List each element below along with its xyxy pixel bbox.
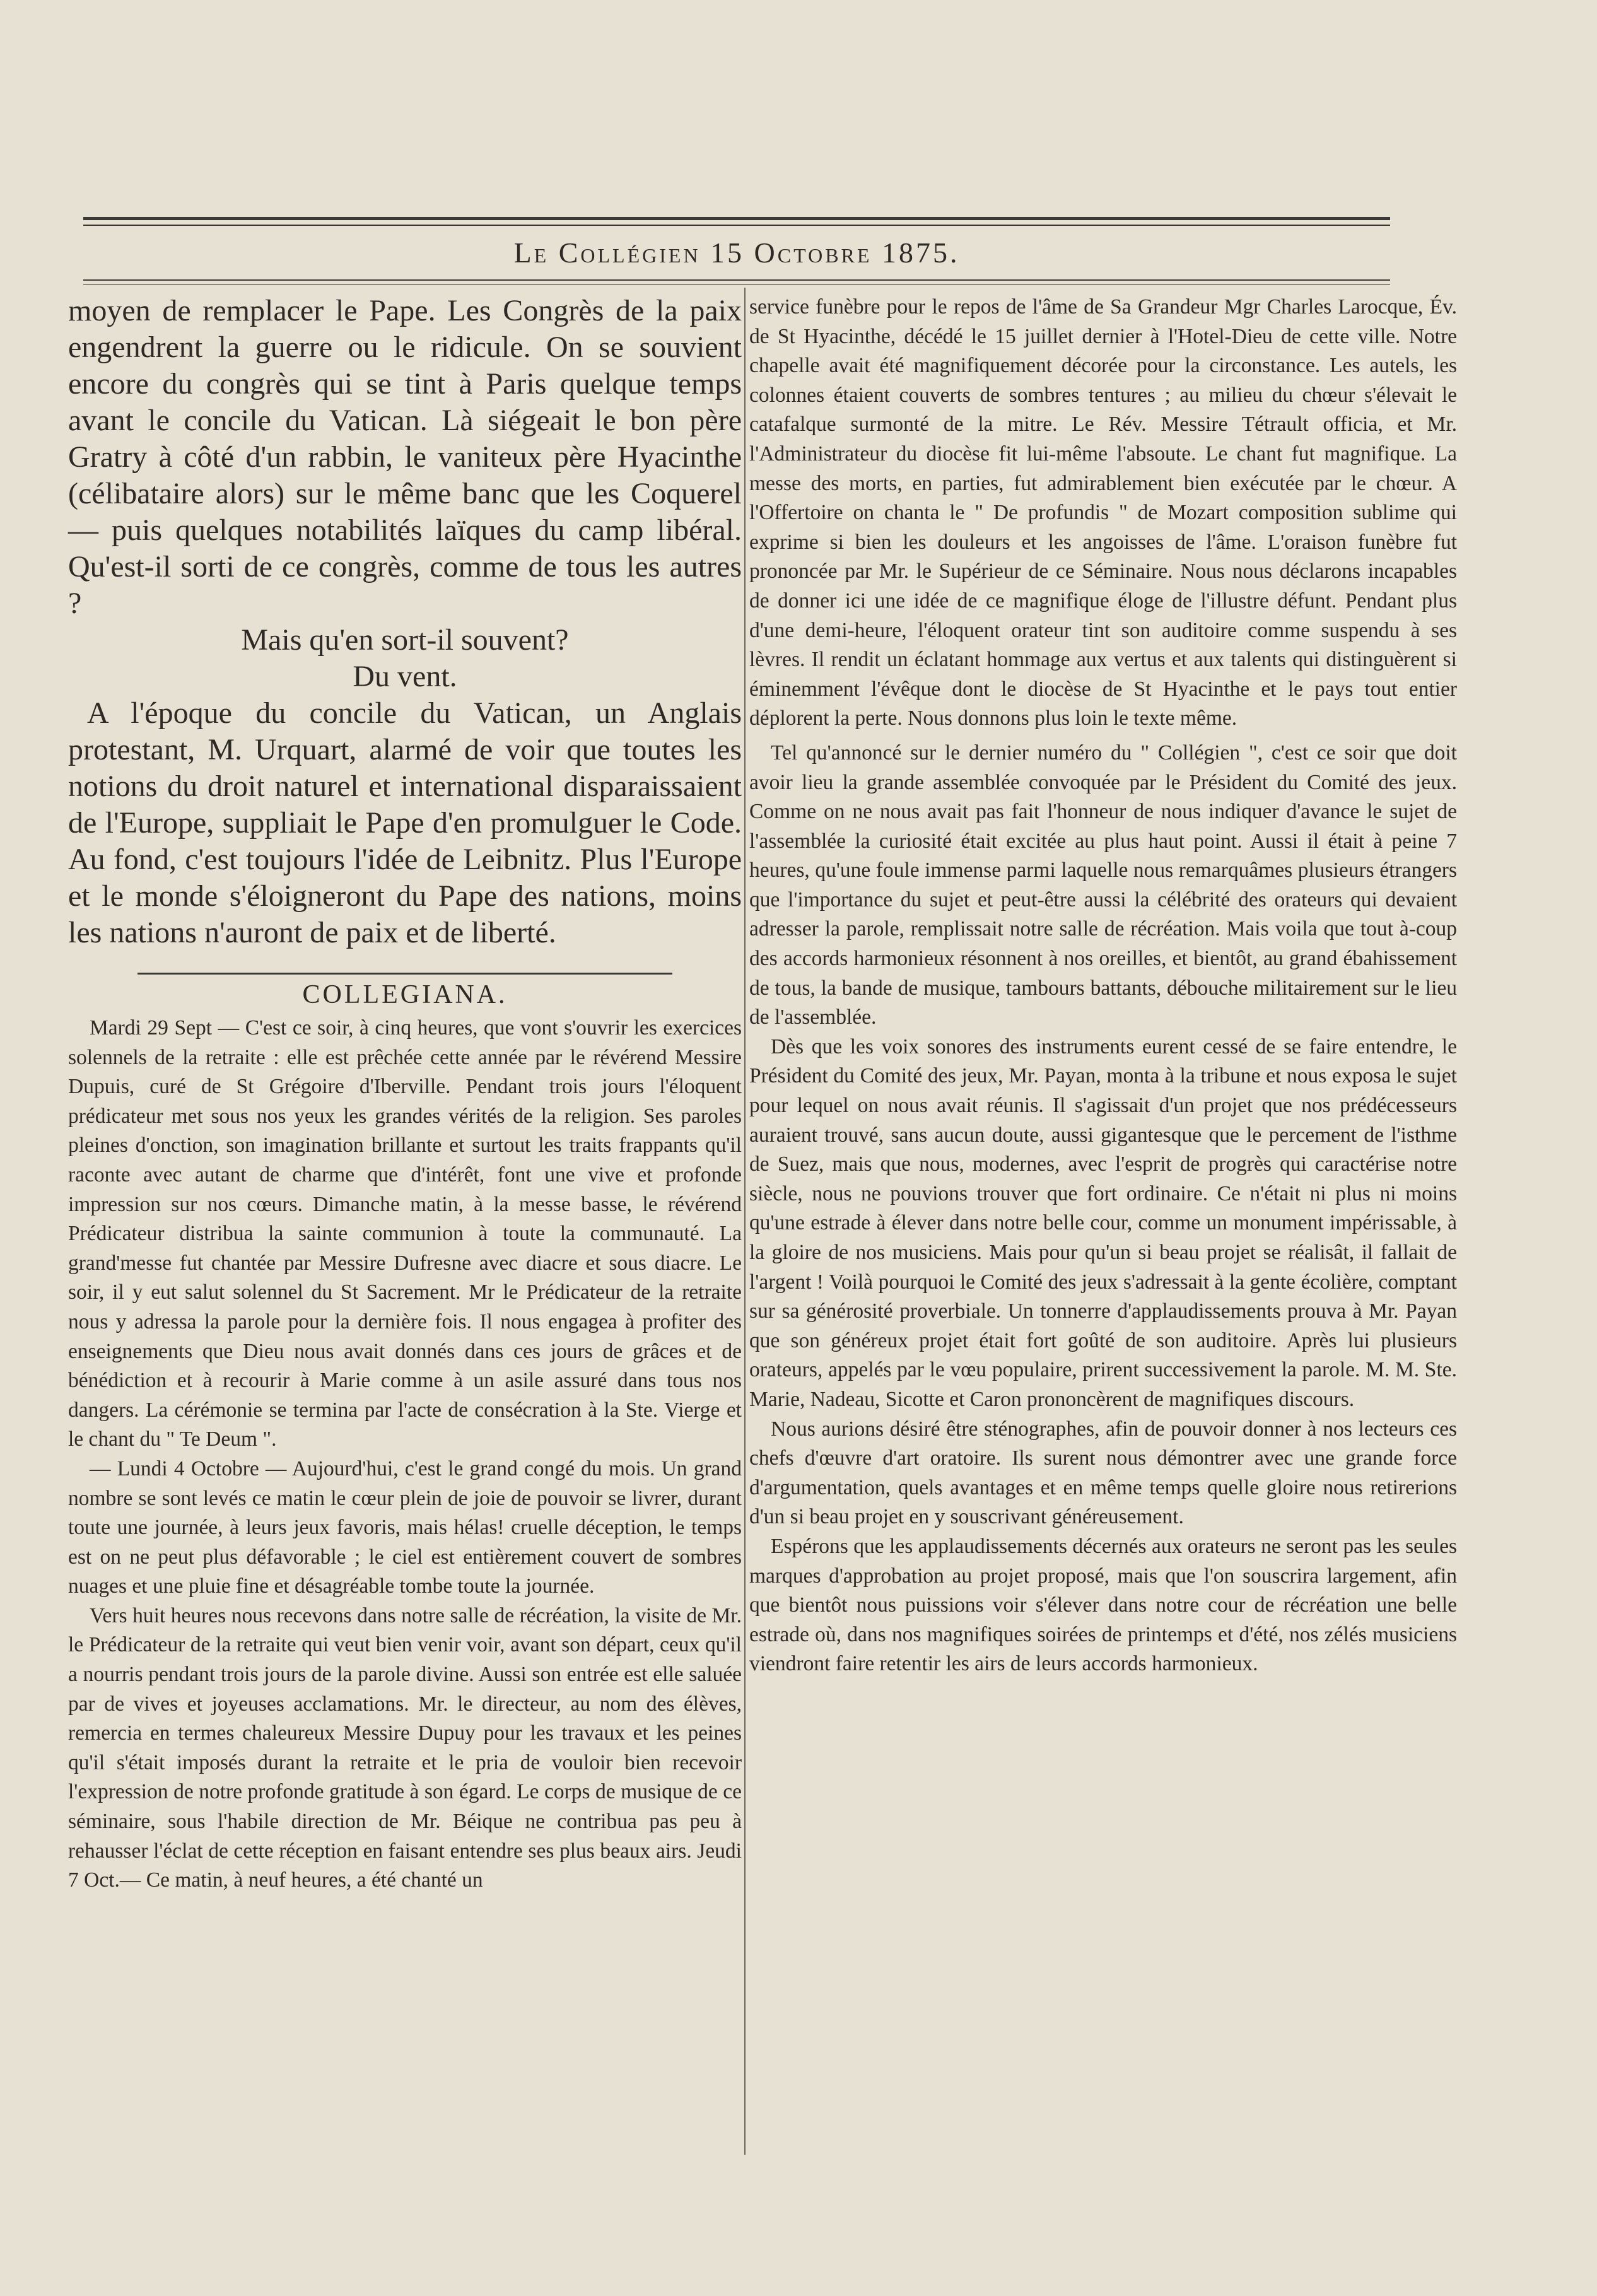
article-paragraph: Nous aurions désiré être sténographes, afin de pouvoir donner à nos lecteurs ces chefs d'œuvre d'art oratoire. Ils surent nous démontrer avec une grande force d'argumentation, quels avantages et en même temps quelle gloire nous retirerions d'un si beau projet en y souscrivant généreusement.	[749, 1417, 1457, 1529]
running-head: Le Collégien 15 Octobre 1875.	[513, 237, 960, 269]
article-paragraph: Tel qu'annoncé sur le dernier numéro du " Collégien ", c'est ce soir que doit avoir lieu la grande assemblée convoquée par le Président du Comité des jeux. Comme on ne nous avait pas fait l'honneur de nous indiquer d'avance le sujet de l'assemblée la curiosité était excitée au plus haut point. Aussi il était à peine 7 heures, qu'une foule immense parmi laquelle nous remarquâmes plusieurs étrangers que l'importance du sujet et peut-être aussi la célébrité des orateurs qui devaient adresser la parole, remplissait notre salle de récréation. Mais voila que tout à-coup des accords harmonieux résonnent à nos oreilles, et bientôt, au grand ébahissement de tous, la bande de musique, tambours battants, débouche militairement sur le lieu de l'assemblée.	[749, 741, 1457, 1029]
collegiana-paragraph: — Lundi 4 Octobre — Aujourd'hui, c'est le grand congé du mois. Un grand nombre se sont levés ce matin le cœur plein de joie de pouvoir se livrer, durant toute une journée, à leurs jeux favoris, mais hélas! cruelle déception, le temps est on ne peut plus défavorable ; le ciel est entièrement couvert de sombres nuages et une pluie fine et désagréable tombe toute la journée.	[68, 1456, 742, 1598]
column-divider	[744, 288, 746, 2155]
article-paragraph: service funèbre pour le repos de l'âme de Sa Grandeur Mgr Charles Larocque, Év. de St Hyacinthe, décédé le 15 juillet dernier à l'Hotel-Dieu de cette ville. Notre chapelle avait été magnifiquement décorée pour la circonstance. Les autels, les colonnes étaient couverts de sombres tentures ; au milieu du chœur s'élevait le catafalque surmonté de la mitre. Le Rév. Messire Tétrault officia, et Mr. l'Administrateur du diocèse fit lui-même l'absoute. Le chant fut magnifique. La messe des morts, en parties, fut admirablement bien exécutée par le chœur. A l'Offertoire on chanta le " De profundis " de Mozart composition sublime qui exprime si bien les douleurs et les angoisses de l'âme. L'oraison funèbre fut prononcée par Mr. le Supérieur de ce Séminaire. Nous nous déclarons incapables de donner ici une idée de ce magnifique éloge de l'illustre défunt. Pendant plus d'une demi-heure, l'éloquent orateur tint son auditoire comme suspendu à ses lèvres. Il rendit un éclatant hommage aux vertus et aux talents qui distinguèrent si éminemment l'évêque dont le diocèse de St Hyacinthe et le pays tout entier déplorent la perte. Nous donnons plus loin le texte même.	[749, 295, 1457, 730]
section-rule	[137, 973, 672, 975]
right-column	[749, 293, 1457, 1679]
article-paragraph: A l'époque du concile du Vatican, un Anglais protestant, M. Urquart, alarmé de voir que toutes les notions du droit naturel et international disparaissaient de l'Europe, suppliait le Pape d'en promulguer le Code. Au fond, c'est toujours l'idée de Leibnitz. Plus l'Europe et le monde s'éloigneront du Pape des nations, moins les nations n'auront de paix et de liberté.	[68, 696, 742, 949]
article-paragraph: Espérons que les applaudissements décernés aux orateurs ne seront pas les seules marques d'approbation au projet proposé, mais que l'on souscrira largement, afin que bientôt nous puissions voir s'élever dans notre cour de récréation une belle estrade où, dans nos magnifiques soirées de printemps et d'été, nos zélés musiciens viendront faire retentir les airs de leurs accords harmonieux.	[749, 1534, 1457, 1676]
top-double-rule	[83, 217, 1390, 220]
article-question: Mais qu'en sort-il souvent?	[241, 623, 569, 657]
collegiana-paragraph: Mardi 29 Sept — C'est ce soir, à cinq heures, que vont s'ouvrir les exercices solennels de la retraite : elle est prêchée cette année par le révérend Messire Dupuis, curé de St Grégoire d'Iberville. Pendant trois jours l'éloquent prédicateur met sous nos yeux les grandes vérités de la religion. Ses paroles pleines d'onction, son imagination brillante et surtout les traits frappants qu'il raconte avec autant de charme que d'intérêt, font une vive et profonde impression sur nos cœurs. Dimanche matin, à la messe basse, le révérend Prédicateur distribua la sainte communion à toute la communauté. La grand'messe fut chantée par Messire Dufresne avec diacre et sous diacre. Le soir, il y eut salut solennel du St Sacrement. Mr le Prédicateur de la retraite nous y adressa la parole pour la dernière fois. Il nous engagea à profiter des enseignements que Dieu nous avait donnés dans ces jours de grâces et de bénédiction et à recourir à Marie comme à un asile assuré dans tous nos dangers. La cérémonie se termina par l'acte de consécration à la Ste. Vierge et le chant du " Te Deum ".	[68, 1016, 742, 1451]
section-title: COLLEGIANA.	[302, 980, 508, 1009]
header-bottom-thin-rule	[83, 284, 1390, 285]
collegiana-section	[68, 1014, 742, 1895]
article-paragraph: moyen de remplacer le Pape. Les Congrès de la paix engendrent la guerre ou le ridicule. On se souvient encore du congrès qui se tint à Paris quelque temps avant le concile du Vatican. Là siégeait le bon père Gratry à côté d'un rabbin, le vaniteux père Hyacinthe (célibataire alors) sur le même banc que les Coquerel — puis quelques notabilités laïques du camp libéral. Qu'est-il sorti de ce congrès, comme de tous les autres ?	[68, 294, 742, 620]
collegiana-paragraph: Vers huit heures nous recevons dans notre salle de récréation, la visite de Mr. le Prédicateur de la retraite qui veut bien venir voir, avant son départ, ceux qu'il a nourris pendant trois jours de la parole divine. Aussi son entrée est elle saluée par de vives et joyeuses acclamations. Mr. le directeur, au nom des élèves, remercia en termes chaleureux Messire Dupuy pour les travaux et les peines qu'il s'était imposés durant la retraite et le pria de vouloir bien recevoir l'expression de notre profonde gratitude à son égard. Le corps de musique de ce séminaire, sous l'habile direction de Mr. Béique ne contribua pas peu à rehausser l'éclat de cette réception en faisant entendre ses plus beaux airs. Jeudi 7 Oct.— Ce matin, à neuf heures, a été chanté un	[68, 1603, 742, 1892]
top-thin-rule	[83, 225, 1390, 226]
article-continuation	[68, 293, 742, 951]
left-column	[68, 293, 742, 1895]
article-answer: Du vent.	[353, 660, 457, 693]
article-paragraph: Dès que les voix sonores des instruments eurent cessé de se faire entendre, le Président du Comité des jeux, Mr. Payan, monta à la tribune et nous exposa le sujet pour lequel on nous avait réunis. Il s'agissait d'un projet que nos prédécesseurs auraient trouvé, sans aucun doute, aussi gigantesque que le percement de l'isthme de Suez, mais que nous, modernes, avec l'esprit de progrès qui caractérise notre siècle, nous ne pouvions trouver que fort ordinaire. Ce n'était ni plus ni moins qu'une estrade à élever dans notre belle cour, comme un monument impérissable, à la gloire de nos musiciens. Mais pour qu'un si beau projet se réalisât, il fallait de l'argent ! Voilà pourquoi le Comité des jeux s'adressait à la gente écolière, comptant sur sa générosité proverbiale. Un tonnerre d'applaudissements prouva à Mr. Payan que son généreux projet était fort goûté de son auditoire. Après lui plusieurs orateurs, appelés par le vœu populaire, prirent successivement la parole. M. M. Ste. Marie, Nadeau, Sicotte et Caron prononcèrent de magnifiques discours.	[749, 1034, 1457, 1411]
header-bottom-rule	[83, 279, 1390, 281]
